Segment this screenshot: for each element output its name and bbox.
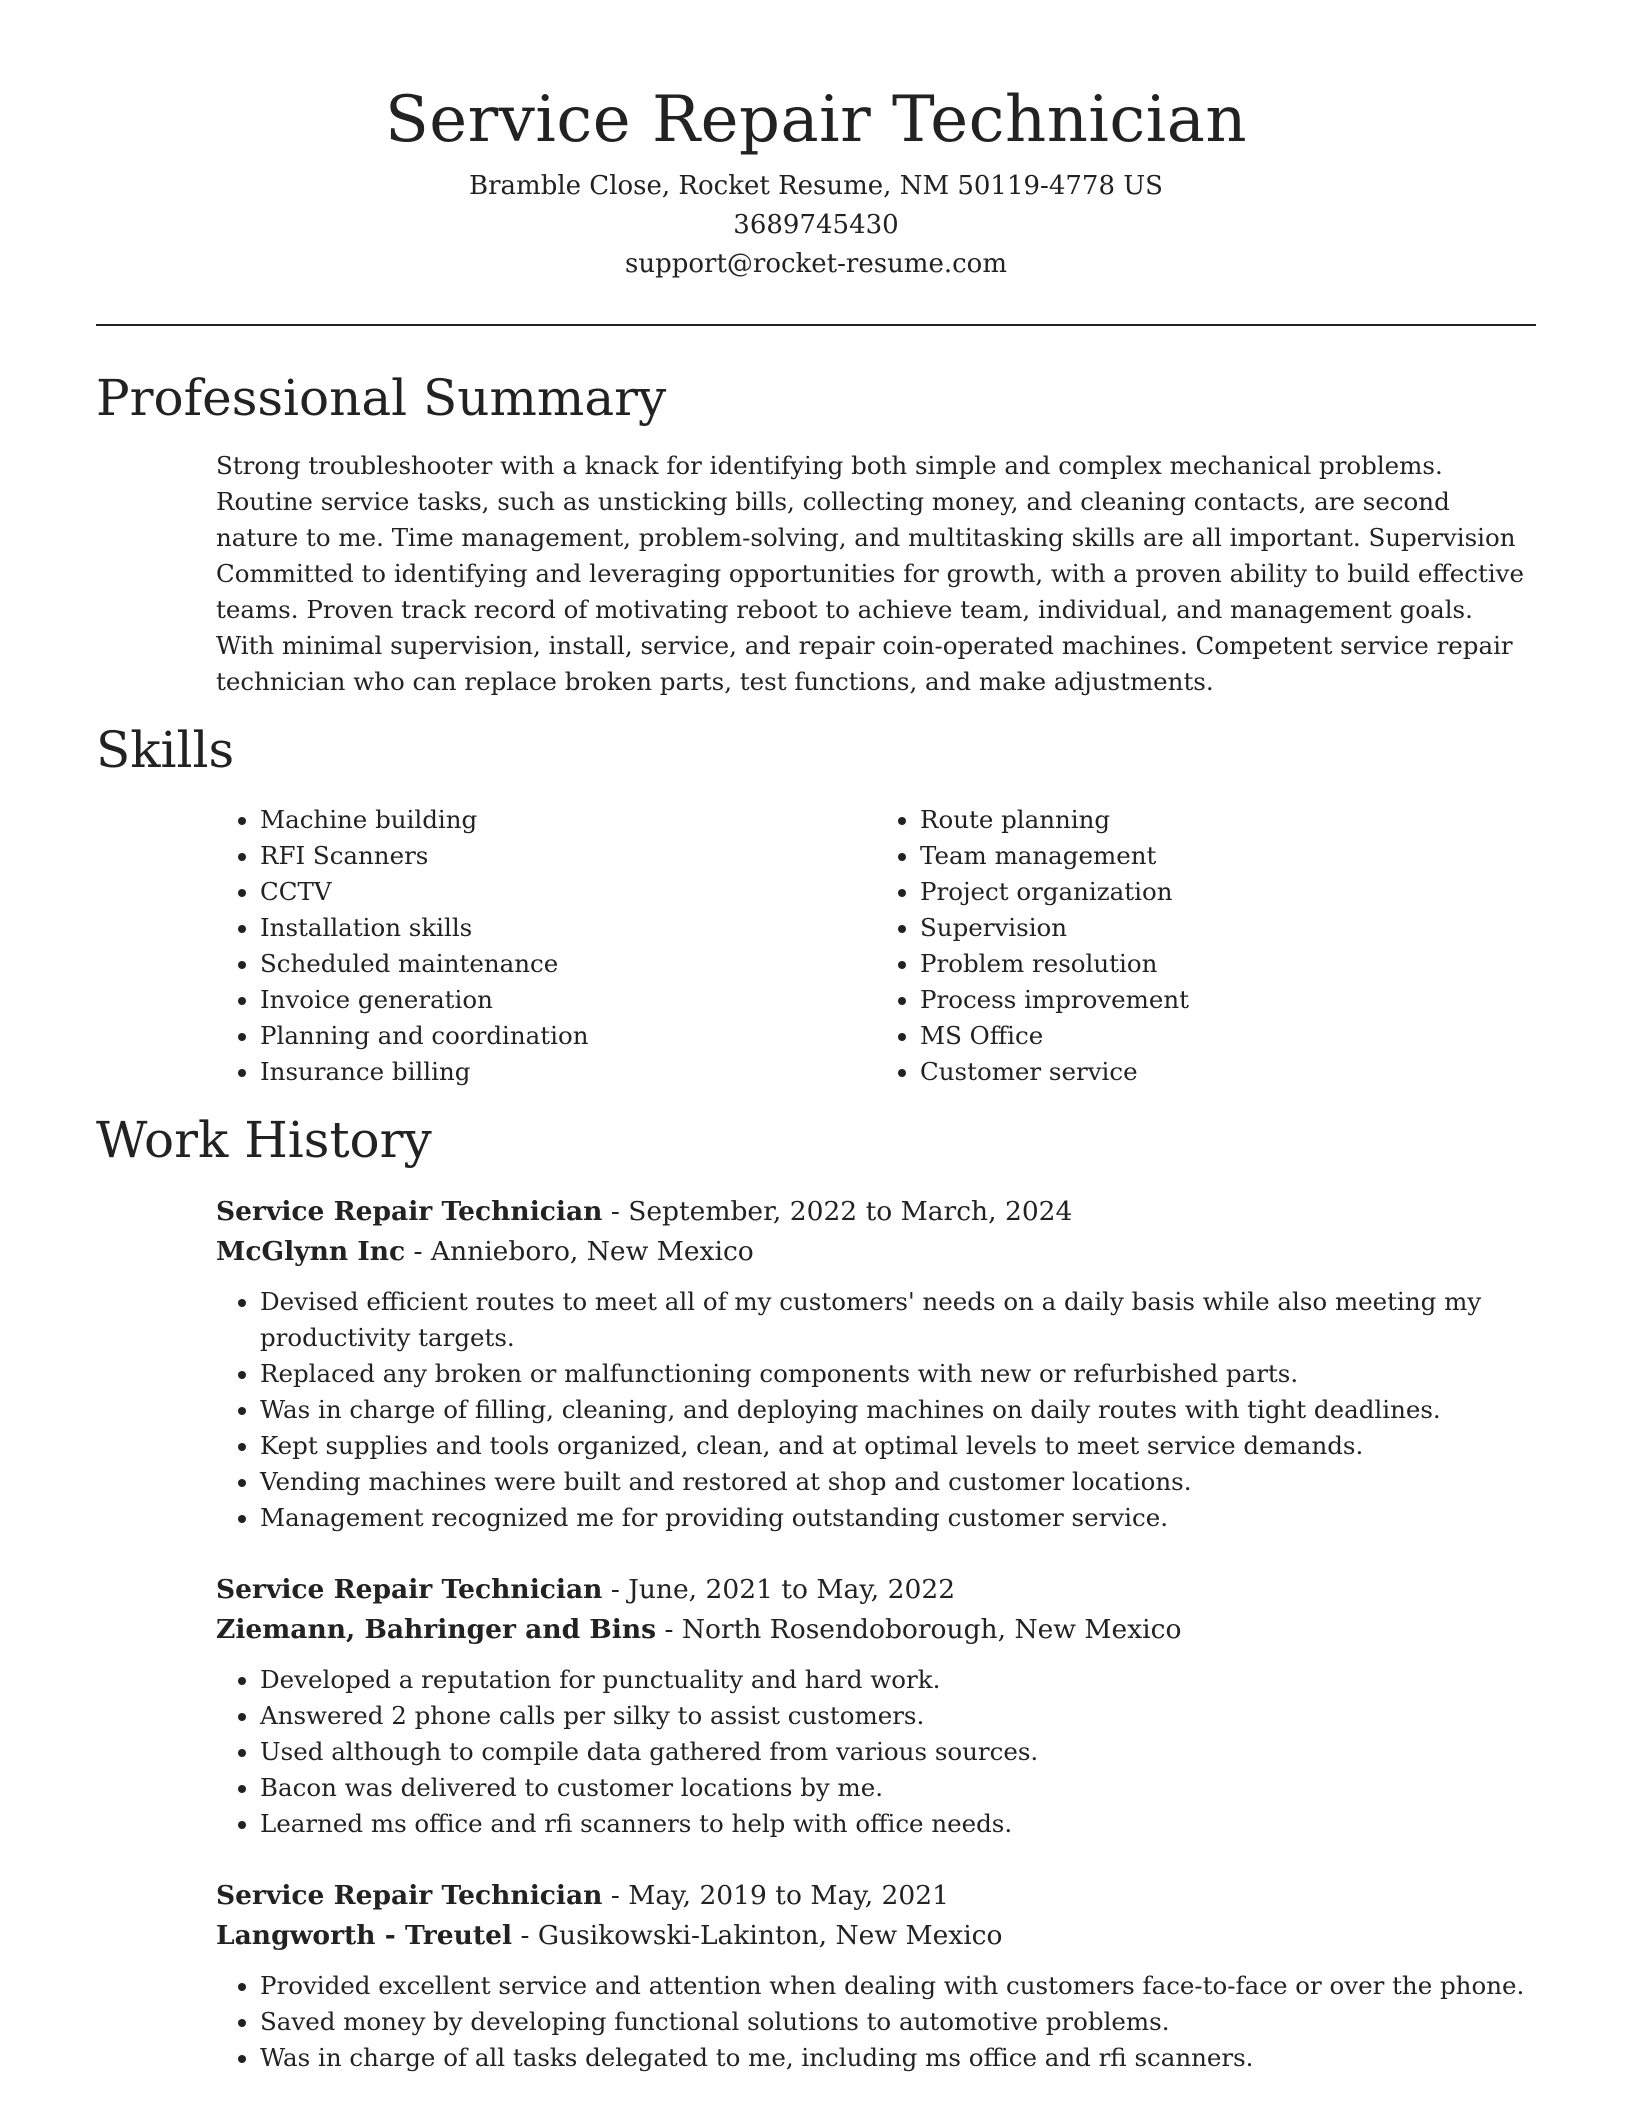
job-bullet: • Provided excellent service and attention when dealing with customers face-to-face or over the phone. <box>260 1968 1536 2004</box>
job-company-line <box>216 1610 1536 1650</box>
job-role: Service Repair Technician <box>216 1573 603 1605</box>
skill-item: • Project organization <box>920 874 1536 910</box>
contact-block <box>96 167 1536 284</box>
skill-item: • Machine building <box>260 802 876 838</box>
job-company-line <box>216 1916 1536 1956</box>
skill-item: • RFI Scanners <box>260 838 876 874</box>
job-bullets <box>216 1968 1536 2076</box>
job-company: Langworth - Treutel <box>216 1919 513 1951</box>
job-bullet: • Was in charge of all tasks delegated to me, including ms office and rfi scanners. <box>260 2040 1536 2076</box>
job-bullet: • Was in charge of filling, cleaning, and deploying machines on daily routes with tight deadlines. <box>260 1392 1536 1428</box>
skill-item: • Insurance billing <box>260 1054 876 1090</box>
job-bullet: • Learned ms office and rfi scanners to help with office needs. <box>260 1806 1536 1842</box>
skills-columns <box>216 802 1536 1090</box>
skill-item: • Problem resolution <box>920 946 1536 982</box>
job-location: - North Rosendoborough, New Mexico <box>656 1613 1182 1645</box>
skill-item: • Scheduled maintenance <box>260 946 876 982</box>
summary-heading: Professional Summary <box>96 368 667 427</box>
skills-list-left <box>216 802 876 1090</box>
skill-item: • Installation skills <box>260 910 876 946</box>
job-location: - Gusikowski-Lakinton, New Mexico <box>512 1919 1003 1951</box>
job-bullet: • Answered 2 phone calls per silky to assist customers. <box>260 1698 1536 1734</box>
job-bullet: • Used although to compile data gathered from various sources. <box>260 1734 1536 1770</box>
contact-email: support@rocket-resume.com <box>624 248 1007 279</box>
skill-item: • Team management <box>920 838 1536 874</box>
job-title-line <box>216 1876 1536 1916</box>
job-bullets <box>216 1284 1536 1536</box>
skill-item: • MS Office <box>920 1018 1536 1054</box>
skill-item: • Planning and coordination <box>260 1018 876 1054</box>
skill-item: • Route planning <box>920 802 1536 838</box>
job-entry <box>216 1192 1536 1536</box>
job-entry <box>216 1570 1536 1842</box>
job-entry <box>216 1876 1536 2076</box>
job-title-line <box>216 1192 1536 1232</box>
job-role: Service Repair Technician <box>216 1195 603 1227</box>
job-bullet: • Devised efficient routes to meet all of my customers' needs on a daily basis while also meeting my productivity targets. <box>260 1284 1536 1356</box>
job-bullet: • Vending machines were built and restored at shop and customer locations. <box>260 1464 1536 1500</box>
job-bullet: • Management recognized me for providing outstanding customer service. <box>260 1500 1536 1536</box>
header-divider <box>96 324 1536 326</box>
skill-item: • Customer service <box>920 1054 1536 1090</box>
skill-item: • Supervision <box>920 910 1536 946</box>
contact-address: Bramble Close, Rocket Resume, NM 50119-4778 US <box>469 170 1163 201</box>
job-company: Ziemann, Bahringer and Bins <box>216 1613 657 1645</box>
candidate-name: Service Repair Technician <box>384 83 1248 157</box>
work-history-heading: Work History <box>96 1110 432 1169</box>
job-dates: - June, 2021 to May, 2022 <box>602 1573 956 1605</box>
skill-item: • CCTV <box>260 874 876 910</box>
summary-text: Strong troubleshooter with a knack for identifying both simple and complex mechanical problems. Routine service tasks, such as unsticking bills, collecting money, and cleaning contacts, are second nature to me. Time management, problem-solving, and multitasking skills are all important. Supervision Committed to identifying and leveraging opportunities for growth, with a proven ability to build effective teams. Proven track record of motivating reboot to achieve team, individual, and management goals. With minimal supervision, install, service, and repair coin-operated machines. Competent service repair technician who can replace broken parts, test functions, and make adjustments. <box>216 450 1524 696</box>
resume-header <box>96 0 1536 284</box>
job-bullet: • Kept supplies and tools organized, clean, and at optimal levels to meet service demands. <box>260 1428 1536 1464</box>
job-company: McGlynn Inc <box>216 1235 406 1267</box>
job-dates: - September, 2022 to March, 2024 <box>602 1195 1073 1227</box>
skill-item: • Invoice generation <box>260 982 876 1018</box>
skill-item: • Process improvement <box>920 982 1536 1018</box>
skills-list-right <box>876 802 1536 1090</box>
contact-phone: 3689745430 <box>733 209 899 240</box>
job-dates: - May, 2019 to May, 2021 <box>602 1879 950 1911</box>
job-bullet: • Saved money by developing functional solutions to automotive problems. <box>260 2004 1536 2040</box>
job-bullet: • Developed a reputation for punctuality and hard work. <box>260 1662 1536 1698</box>
job-location: - Annieboro, New Mexico <box>405 1235 754 1267</box>
job-company-line <box>216 1232 1536 1272</box>
job-bullet: • Replaced any broken or malfunctioning components with new or refurbished parts. <box>260 1356 1536 1392</box>
skills-heading: Skills <box>96 720 235 779</box>
job-title-line <box>216 1570 1536 1610</box>
job-bullet: • Bacon was delivered to customer locations by me. <box>260 1770 1536 1806</box>
job-role: Service Repair Technician <box>216 1879 603 1911</box>
job-bullets <box>216 1662 1536 1842</box>
